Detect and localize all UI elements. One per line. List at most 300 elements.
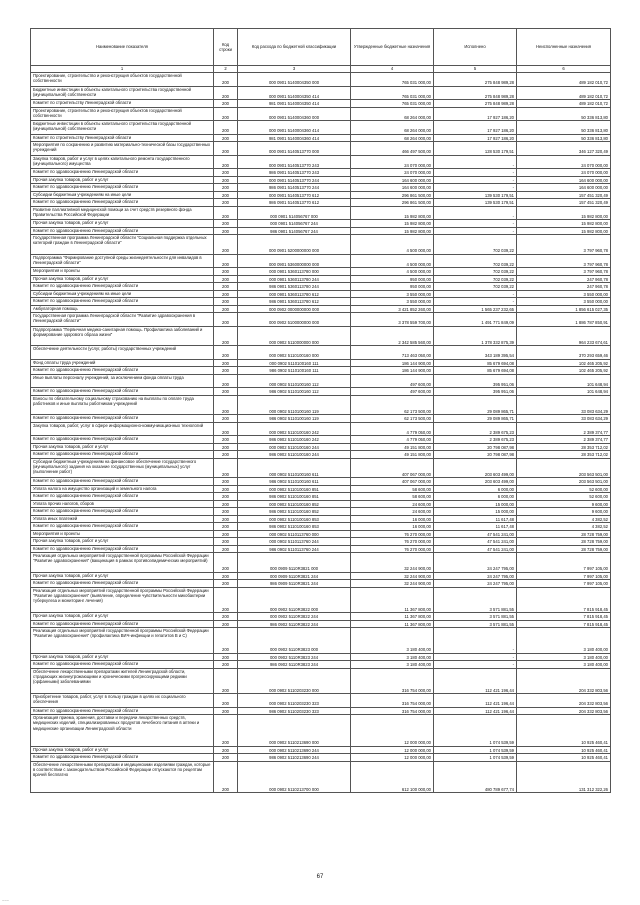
row-remaining: 131 312 322,26 <box>517 761 611 793</box>
row-executed: 29 089 865,71 <box>434 395 517 415</box>
row-budget-code: 000 0901 5140004360 414 <box>238 121 351 135</box>
row-name: Прочая закупка товаров, работ и услуг <box>31 572 214 580</box>
row-executed: - <box>434 653 517 661</box>
row-executed: 29 089 865,71 <box>434 415 517 423</box>
row-approved: 316 754 000,00 <box>351 694 434 708</box>
row-executed: 203 603 499,00 <box>434 458 517 478</box>
row-executed: 275 848 989,28 <box>434 100 517 108</box>
row-budget-code: 000 0902 5110100160 852 <box>238 500 351 508</box>
row-name: Реализация отдельных мероприятий государственной программы Российской Федерации "Развитие здравоохранения" (выявление, определение чувствительности микобактерии туберкулеза и мониторинг лечения) <box>31 587 214 613</box>
row-line-code: 200 <box>214 761 238 793</box>
row-budget-code: 000 0902 5110R3823 244 <box>238 653 351 661</box>
row-executed: 3 571 881,55 <box>434 613 517 621</box>
row-remaining: 28 728 759,00 <box>517 545 611 553</box>
row-approved: 15 982 800,00 <box>351 220 434 228</box>
table-row <box>31 580 611 588</box>
row-approved: 3 180 400,00 <box>351 653 434 661</box>
row-name: Прочая закупка товаров, работ и услуг <box>31 613 214 621</box>
row-approved: 765 031 000,00 <box>351 73 434 87</box>
row-budget-code: 000 0901 5140513770 243 <box>238 155 351 169</box>
row-budget-code: 986 0902 5110100160 112 <box>238 388 351 396</box>
row-budget-code: 986 0901 5140513770 244 <box>238 184 351 192</box>
table-row <box>31 746 611 754</box>
row-budget-code: 000 0901 5140004350 414 <box>238 86 351 100</box>
row-approved: 4 500 000,00 <box>351 235 434 255</box>
row-executed: - <box>434 290 517 298</box>
row-budget-code: 000 0902 5110100160 853 <box>238 515 351 523</box>
row-remaining: 28 353 712,02 <box>517 451 611 459</box>
table-row <box>31 367 611 375</box>
row-executed: 1 074 539,59 <box>434 715 517 747</box>
row-approved: 49 151 800,00 <box>351 443 434 451</box>
row-executed: 702 039,22 <box>434 268 517 276</box>
row-line-code: 200 <box>214 523 238 531</box>
table-row <box>31 100 611 108</box>
row-remaining: 15 982 800,00 <box>517 206 611 220</box>
row-executed: 24 247 795,00 <box>434 553 517 573</box>
row-approved: 62 173 500,00 <box>351 415 434 423</box>
row-approved: 186 144 900,00 <box>351 359 434 367</box>
row-approved: 3 378 559 700,00 <box>351 313 434 327</box>
row-remaining: 33 083 634,29 <box>517 415 611 423</box>
row-executed: 343 189 395,54 <box>434 346 517 360</box>
row-name: Государственная программа Ленинградской области "Социальная поддержка отдельных категорий граждан в Ленинградской области" <box>31 235 214 255</box>
row-name: Комитет по здравоохранению Ленинградской области <box>31 707 214 715</box>
table-row <box>31 653 611 661</box>
row-remaining: 28 728 759,00 <box>517 530 611 538</box>
row-remaining: 7 997 105,00 <box>517 572 611 580</box>
row-line-code: 200 <box>214 388 238 396</box>
row-line-code: 200 <box>214 443 238 451</box>
row-approved: 4 779 050,00 <box>351 422 434 436</box>
column-number: 3 <box>238 66 351 73</box>
row-approved: 58 600,00 <box>351 493 434 501</box>
row-name: Развитие паллиативной медицинской помощи за счет средств резервного фонда Правительства Российской Федерации <box>31 206 214 220</box>
row-approved: 68 264 000,00 <box>351 121 434 135</box>
row-executed: - <box>434 155 517 169</box>
row-line-code: 200 <box>214 538 238 546</box>
row-executed: 24 247 795,00 <box>434 580 517 588</box>
row-budget-code: 981 0901 5140004350 414 <box>238 100 351 108</box>
row-budget-code: 000 0901 5140004360 000 <box>238 107 351 121</box>
row-executed: 24 247 795,00 <box>434 572 517 580</box>
row-remaining: 28 353 712,02 <box>517 443 611 451</box>
scan-edge-mark: ~~~ <box>2 898 10 903</box>
row-name: Комитет по здравоохранению Ленинградской области <box>31 451 214 459</box>
row-budget-code: 000 0901 5360113780 000 <box>238 268 351 276</box>
row-line-code: 200 <box>214 458 238 478</box>
row-executed: 11 617,48 <box>434 515 517 523</box>
header-line-code: Код строки <box>214 29 238 66</box>
row-executed: 139 530 179,51 <box>434 191 517 199</box>
row-executed: 702 039,22 <box>434 283 517 291</box>
row-line-code: 200 <box>214 283 238 291</box>
row-line-code: 200 <box>214 530 238 538</box>
row-name: Прочая закупка товаров, работ и услуг <box>31 275 214 283</box>
column-number-row <box>31 66 611 73</box>
row-executed: 1 565 237 232,65 <box>434 305 517 313</box>
row-approved: 24 070 000,00 <box>351 155 434 169</box>
row-remaining: 203 563 501,00 <box>517 458 611 478</box>
row-line-code: 200 <box>214 191 238 199</box>
row-remaining: 50 336 813,80 <box>517 134 611 142</box>
row-executed: 395 951,06 <box>434 388 517 396</box>
row-line-code: 200 <box>214 107 238 121</box>
row-approved: 164 600 000,00 <box>351 184 434 192</box>
row-remaining: 24 070 000,00 <box>517 169 611 177</box>
row-remaining: 7 815 918,45 <box>517 620 611 628</box>
table-row <box>31 451 611 459</box>
row-name: Комитет по здравоохранению Ленинградской области <box>31 298 214 306</box>
row-budget-code: 000 0901 5200000000 000 <box>238 235 351 255</box>
row-budget-code: 986 0902 5110100160 853 <box>238 523 351 531</box>
row-remaining: 7 815 918,45 <box>517 613 611 621</box>
row-name: Иные выплаты персоналу учреждений, за исключением фонда оплаты труда <box>31 374 214 388</box>
row-approved: 765 031 000,00 <box>351 100 434 108</box>
row-remaining: 3 550 000,00 <box>517 298 611 306</box>
row-remaining: 10 925 460,41 <box>517 715 611 747</box>
table-row <box>31 715 611 747</box>
row-line-code: 200 <box>214 374 238 388</box>
row-remaining: 3 550 000,00 <box>517 290 611 298</box>
row-name: Комитет по здравоохранению Ленинградской области <box>31 169 214 177</box>
table-row <box>31 707 611 715</box>
row-remaining: 204 332 803,56 <box>517 707 611 715</box>
row-name: Комитет по здравоохранению Ленинградской области <box>31 508 214 516</box>
row-remaining: 204 332 803,56 <box>517 668 611 694</box>
table-row <box>31 86 611 100</box>
row-approved: 12 000 000,00 <box>351 715 434 747</box>
table-row <box>31 458 611 478</box>
row-approved: 2 342 585 560,00 <box>351 326 434 346</box>
row-executed: 128 530 179,51 <box>434 142 517 156</box>
row-budget-code: 000 0902 5110100160 242 <box>238 422 351 436</box>
row-budget-code: 000 0902 5110100160 000 <box>238 346 351 360</box>
row-approved: 3 550 000,00 <box>351 290 434 298</box>
table-row <box>31 530 611 538</box>
row-name: Прочая закупка товаров, работ и услуг <box>31 746 214 754</box>
row-name: Субсидии бюджетным учреждениям на иные цели <box>31 290 214 298</box>
row-executed: 112 421 196,44 <box>434 668 517 694</box>
table-row <box>31 326 611 346</box>
row-line-code: 200 <box>214 572 238 580</box>
row-budget-code: 986 0902 5110100160 111 <box>238 367 351 375</box>
row-remaining: 7 997 105,00 <box>517 580 611 588</box>
row-name: Закупка товаров, работ и услуг в целях капитального ремонта государственного (муниципального) имущества <box>31 155 214 169</box>
row-budget-code: 000 0902 5110100160 851 <box>238 485 351 493</box>
row-budget-code: 000 0902 5110100160 611 <box>238 458 351 478</box>
row-line-code: 200 <box>214 613 238 621</box>
row-executed: 1 074 539,59 <box>434 754 517 762</box>
table-row <box>31 199 611 207</box>
row-remaining: 157 451 320,49 <box>517 191 611 199</box>
row-budget-code: 000 0901 5360113780 612 <box>238 290 351 298</box>
row-budget-code: 000 0901 5360113780 244 <box>238 275 351 283</box>
row-executed: 3 571 881,55 <box>434 587 517 613</box>
row-line-code: 200 <box>214 100 238 108</box>
row-name: Комитет по здравоохранению Ленинградской области <box>31 199 214 207</box>
row-name: Комитет по строительству Ленинградской области <box>31 100 214 108</box>
row-approved: 497 600,00 <box>351 388 434 396</box>
row-name: Проектирование, строительство и реконструкция объектов государственной собственности <box>31 73 214 87</box>
row-name: Комитет по здравоохранению Ленинградской области <box>31 523 214 531</box>
row-executed: - <box>434 227 517 235</box>
table-row <box>31 587 611 613</box>
row-budget-code: 000 0902 5110113760 000 <box>238 530 351 538</box>
table-row <box>31 275 611 283</box>
row-budget-code: 000 0901 514056767 244 <box>238 220 351 228</box>
row-approved: 62 173 500,00 <box>351 395 434 415</box>
table-row <box>31 169 611 177</box>
row-line-code: 200 <box>214 715 238 747</box>
row-remaining: 4 382,52 <box>517 515 611 523</box>
row-executed: 112 421 196,44 <box>434 694 517 708</box>
row-line-code: 200 <box>214 121 238 135</box>
row-name: Прочая закупка товаров, работ и услуг <box>31 176 214 184</box>
row-approved: 296 861 500,00 <box>351 191 434 199</box>
header-row <box>31 29 611 66</box>
row-line-code: 200 <box>214 746 238 754</box>
row-executed: 275 848 989,28 <box>434 73 517 87</box>
row-approved: 950 000,00 <box>351 283 434 291</box>
row-line-code: 200 <box>214 668 238 694</box>
row-executed: 480 789 677,74 <box>434 761 517 793</box>
row-remaining: 9 600,00 <box>517 508 611 516</box>
row-executed: 2 389 675,23 <box>434 422 517 436</box>
row-approved: 164 600 000,00 <box>351 176 434 184</box>
row-remaining: 15 982 800,00 <box>517 220 611 228</box>
row-executed: 275 848 989,28 <box>434 86 517 100</box>
row-name: Проектирование, строительство и реконструкция объектов государственной собственности <box>31 107 214 121</box>
row-approved: 68 264 000,00 <box>351 134 434 142</box>
row-approved: 466 497 500,00 <box>351 142 434 156</box>
table-row <box>31 422 611 436</box>
row-executed: 139 530 179,51 <box>434 199 517 207</box>
row-remaining: 4 382,52 <box>517 523 611 531</box>
row-budget-code: 000 0902 5110213700 000 <box>238 761 351 793</box>
row-budget-code: 000 0901 5140513770 612 <box>238 191 351 199</box>
header-approved: Утвержденные бюджетные назначения <box>351 29 434 66</box>
row-name: Комитет по здравоохранению Ленинградской области <box>31 227 214 235</box>
row-executed: 47 541 241,00 <box>434 530 517 538</box>
row-line-code: 200 <box>214 220 238 228</box>
row-line-code: 200 <box>214 694 238 708</box>
row-name: Уплата прочих налогов, сборов <box>31 500 214 508</box>
row-executed: 6 000,00 <box>434 493 517 501</box>
row-remaining: 102 465 205,92 <box>517 359 611 367</box>
row-approved: 32 244 900,00 <box>351 572 434 580</box>
table-row <box>31 515 611 523</box>
row-approved: 24 070 000,00 <box>351 169 434 177</box>
row-name: Бюджетные инвестиции в объекты капитального строительства государственной (муниципальной) собственности <box>31 86 214 100</box>
row-line-code: 200 <box>214 508 238 516</box>
row-approved: 12 000 000,00 <box>351 746 434 754</box>
row-approved: 3 550 000,00 <box>351 298 434 306</box>
row-remaining: 50 336 813,80 <box>517 121 611 135</box>
table-row <box>31 359 611 367</box>
row-approved: 12 000 000,00 <box>351 754 434 762</box>
table-row <box>31 613 611 621</box>
row-remaining: 247 960,78 <box>517 283 611 291</box>
row-approved: 15 982 800,00 <box>351 206 434 220</box>
row-line-code: 200 <box>214 415 238 423</box>
row-name: Подпрограмма "Первичная медико-санитарная помощь. Профилактика заболеваний и формирование здорового образа жизни" <box>31 326 214 346</box>
table-row <box>31 298 611 306</box>
row-budget-code: 986 0909 5110R3821 244 <box>238 580 351 588</box>
row-approved: 68 264 000,00 <box>351 107 434 121</box>
row-executed: - <box>434 169 517 177</box>
table-row <box>31 73 611 87</box>
row-name: Комитет по здравоохранению Ленинградской области <box>31 545 214 553</box>
row-name: Субсидии бюджетным учреждениям на иные цели <box>31 191 214 199</box>
row-remaining: 3 797 960,78 <box>517 235 611 255</box>
row-approved: 58 600,00 <box>351 485 434 493</box>
header-executed: Исполнено <box>434 29 517 66</box>
row-executed: - <box>434 176 517 184</box>
row-remaining: 52 600,00 <box>517 485 611 493</box>
table-row <box>31 374 611 388</box>
row-budget-code: 000 0901 5140004350 000 <box>238 73 351 87</box>
table-row <box>31 572 611 580</box>
row-budget-code: 986 0902 5110100160 851 <box>238 493 351 501</box>
row-line-code: 200 <box>214 451 238 459</box>
page-number: 67 <box>316 874 324 880</box>
row-budget-code: 986 0902 5110R3822 244 <box>238 620 351 628</box>
row-line-code: 200 <box>214 395 238 415</box>
row-budget-code: 000 0902 5110100160 111 <box>238 359 351 367</box>
row-name: Комитет по здравоохранению Ленинградской области <box>31 493 214 501</box>
row-budget-code: 000 0902 5110R3822 000 <box>238 587 351 613</box>
row-executed: 17 927 186,20 <box>434 121 517 135</box>
table-row <box>31 227 611 235</box>
table-row <box>31 268 611 276</box>
row-line-code: 200 <box>214 515 238 523</box>
row-remaining: 10 925 460,41 <box>517 746 611 754</box>
row-name: Бюджетные инвестиции в объекты капитального строительства государственной (муниципальной) собственности <box>31 121 214 135</box>
row-approved: 713 463 050,00 <box>351 346 434 360</box>
row-executed: 20 798 087,98 <box>434 451 517 459</box>
row-line-code: 200 <box>214 485 238 493</box>
row-budget-code: 000 0902 5110100160 112 <box>238 374 351 388</box>
row-executed: 15 000,00 <box>434 500 517 508</box>
row-remaining: 50 336 813,80 <box>517 107 611 121</box>
row-budget-code: 986 0902 5110100160 242 <box>238 436 351 444</box>
table-row <box>31 184 611 192</box>
row-executed: 1 074 539,59 <box>434 746 517 754</box>
row-approved: 11 367 800,00 <box>351 587 434 613</box>
table-row <box>31 443 611 451</box>
row-approved: 3 180 400,00 <box>351 628 434 654</box>
row-name: Обеспечение деятельности (услуг, работы) государственных учреждений <box>31 346 214 360</box>
row-executed: 11 617,48 <box>434 523 517 531</box>
row-line-code: 200 <box>214 326 238 346</box>
table-row <box>31 628 611 654</box>
table-row <box>31 134 611 142</box>
row-remaining: 164 600 000,00 <box>517 184 611 192</box>
row-executed: 702 039,22 <box>434 235 517 255</box>
row-line-code: 200 <box>214 367 238 375</box>
row-remaining: 3 797 960,78 <box>517 268 611 276</box>
row-name: Комитет по строительству Ленинградской области <box>31 134 214 142</box>
row-approved: 24 600,00 <box>351 508 434 516</box>
row-name: Комитет по здравоохранению Ленинградской области <box>31 388 214 396</box>
row-remaining: 489 182 010,72 <box>517 100 611 108</box>
table-row <box>31 694 611 708</box>
row-line-code: 200 <box>214 436 238 444</box>
row-remaining: 164 600 000,00 <box>517 176 611 184</box>
table-row <box>31 493 611 501</box>
row-line-code: 200 <box>214 235 238 255</box>
row-executed: 47 541 241,00 <box>434 538 517 546</box>
table-row <box>31 191 611 199</box>
table-row <box>31 290 611 298</box>
row-budget-code: 981 0901 5140004360 414 <box>238 134 351 142</box>
row-remaining: 9 600,00 <box>517 500 611 508</box>
row-line-code: 200 <box>214 169 238 177</box>
row-remaining: 247 960,78 <box>517 275 611 283</box>
row-line-code: 200 <box>214 254 238 268</box>
row-name: Комитет по здравоохранению Ленинградской области <box>31 661 214 669</box>
row-name: Организация приема, хранения, доставки и передачи лекарственных средств, медицинских изделий, специализированных продуктов лечебного питания в аптеки и медицинские организации Ленинградской области <box>31 715 214 747</box>
row-budget-code: 986 0902 5110213690 244 <box>238 754 351 762</box>
row-line-code: 200 <box>214 176 238 184</box>
row-approved: 950 000,00 <box>351 275 434 283</box>
budget-execution-table <box>30 28 611 793</box>
row-name: Уплата иных платежей <box>31 515 214 523</box>
row-remaining: 3 180 400,00 <box>517 653 611 661</box>
row-approved: 16 000,00 <box>351 523 434 531</box>
row-line-code: 200 <box>214 86 238 100</box>
row-approved: 4 500 000,00 <box>351 254 434 268</box>
table-row <box>31 254 611 268</box>
row-budget-code: 986 0902 5110203230 323 <box>238 707 351 715</box>
row-executed: 702 039,22 <box>434 275 517 283</box>
table-row <box>31 545 611 553</box>
row-approved: 11 367 800,00 <box>351 620 434 628</box>
table-row <box>31 661 611 669</box>
row-budget-code: 986 0902 5110100160 119 <box>238 415 351 423</box>
row-budget-code: 000 0902 5110R3823 000 <box>238 628 351 654</box>
table-row <box>31 538 611 546</box>
row-name: Подпрограмма "Формирование доступной среды жизнедеятельности для инвалидов в Ленинградской области" <box>31 254 214 268</box>
row-line-code: 200 <box>214 359 238 367</box>
row-remaining: 2 389 374,77 <box>517 422 611 436</box>
row-budget-code: 000 0909 5110R3821 000 <box>238 553 351 573</box>
row-executed: 702 039,22 <box>434 254 517 268</box>
table-row <box>31 107 611 121</box>
row-name: Мероприятия по сохранению и развитию материально-технической базы государственных учреждений <box>31 142 214 156</box>
row-name: Взносы по обязательному социальному страхованию на выплаты по оплате труда работников и иные выплаты работникам учреждений <box>31 395 214 415</box>
row-line-code: 200 <box>214 298 238 306</box>
row-executed: 17 927 186,20 <box>434 134 517 142</box>
row-name: Мероприятия и проекты <box>31 268 214 276</box>
row-budget-code: 986 0902 5110R3823 244 <box>238 661 351 669</box>
row-budget-code: 986 0902 5110100160 244 <box>238 451 351 459</box>
row-budget-code: 000 0902 5100000000 000 <box>238 313 351 327</box>
row-line-code: 200 <box>214 155 238 169</box>
table-row <box>31 436 611 444</box>
row-approved: 3 180 400,00 <box>351 661 434 669</box>
row-remaining: 1 886 787 850,91 <box>517 313 611 327</box>
row-budget-code: 986 0902 5110100160 611 <box>238 478 351 486</box>
row-name: Прочая закупка товаров, работ и услуг <box>31 443 214 451</box>
row-executed: 85 679 694,08 <box>434 367 517 375</box>
table-row <box>31 485 611 493</box>
row-line-code: 200 <box>214 305 238 313</box>
column-number: 4 <box>351 66 434 73</box>
row-approved: 11 367 800,00 <box>351 613 434 621</box>
row-line-code: 200 <box>214 661 238 669</box>
